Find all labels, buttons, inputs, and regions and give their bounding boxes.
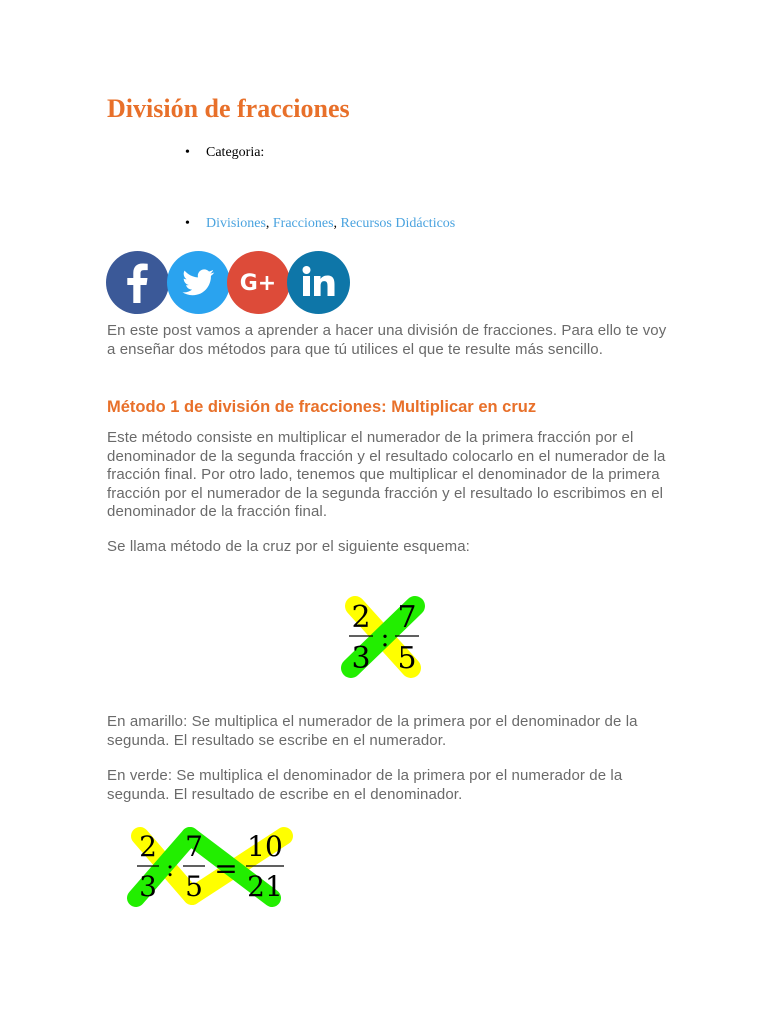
social-share-bar (106, 251, 356, 315)
twitter-share-button[interactable] (167, 251, 230, 314)
facebook-share-button[interactable] (106, 251, 169, 314)
numerator-1: 2 (351, 600, 371, 635)
method1-paragraph: Este método consiste en multiplicar el numerador de la primera fracción por el denominador de la segunda fracción y el resultado colocarlo en el numerador de la fracción final. Por otro lado, tenemos que multiplicar el denominador de la primera fracción por el numerador de la segunda fracción y el resultado lo escribimos en el denominador de la fracción final. (107, 429, 666, 520)
category-tags-item (185, 215, 585, 233)
numerator-2: 7 (185, 830, 203, 863)
division-operator: : (380, 623, 390, 653)
tag-link-divisiones[interactable]: Divisiones (206, 216, 266, 231)
linkedin-share-button[interactable] (287, 251, 350, 314)
intro-paragraph: En este post vamos a aprender a hacer una división de fracciones. Para ello te voy a enseñar dos métodos para que tú utilices el que te resulte más sencillo. (107, 322, 667, 358)
linkedin-icon (287, 251, 350, 314)
twitter-icon (167, 251, 230, 314)
result-denominator: 21 (247, 870, 283, 903)
cross-multiplication-diagram (335, 592, 435, 684)
bullet: • (185, 145, 190, 160)
category-label-item (185, 144, 585, 162)
method1-heading: Método 1 de división de fracciones: Multiplicar en cruz (107, 398, 537, 416)
tag-separator: , (265, 216, 270, 231)
facebook-icon (106, 251, 169, 314)
full-division-diagram (122, 822, 302, 912)
result-numerator: 10 (247, 830, 283, 863)
google-plus-icon (227, 251, 290, 314)
cross-scheme-intro: Se llama método de la cruz por el siguiente esquema: (107, 538, 470, 555)
denominator-1: 3 (351, 641, 371, 676)
bullet: • (185, 216, 190, 231)
numerator-2: 7 (397, 600, 417, 635)
numerator-1: 2 (139, 830, 157, 863)
google-plus-share-button[interactable] (227, 251, 290, 314)
tag-link-recursos-didacticos[interactable]: Recursos Didácticos (340, 216, 456, 231)
tag-separator: , (333, 216, 338, 231)
green-explanation: En verde: Se multiplica el denominador de la primera por el numerador de la segunda. El resultado de escribe en el denominador. (107, 767, 623, 803)
equals-sign: = (214, 852, 238, 885)
division-operator: : (165, 854, 175, 882)
denominator-2: 5 (397, 641, 417, 676)
yellow-explanation: En amarillo: Se multiplica el numerador de la primera por el denominador de la segunda. El resultado se escribe en el numerador. (107, 713, 638, 749)
svg-text:G+: G+ (239, 271, 277, 296)
tag-link-fracciones[interactable]: Fracciones (272, 216, 334, 231)
denominator-2: 5 (185, 870, 203, 903)
page-title: División de fracciones (107, 94, 350, 123)
denominator-1: 3 (139, 870, 157, 903)
category-label: Categoria: (206, 145, 265, 160)
